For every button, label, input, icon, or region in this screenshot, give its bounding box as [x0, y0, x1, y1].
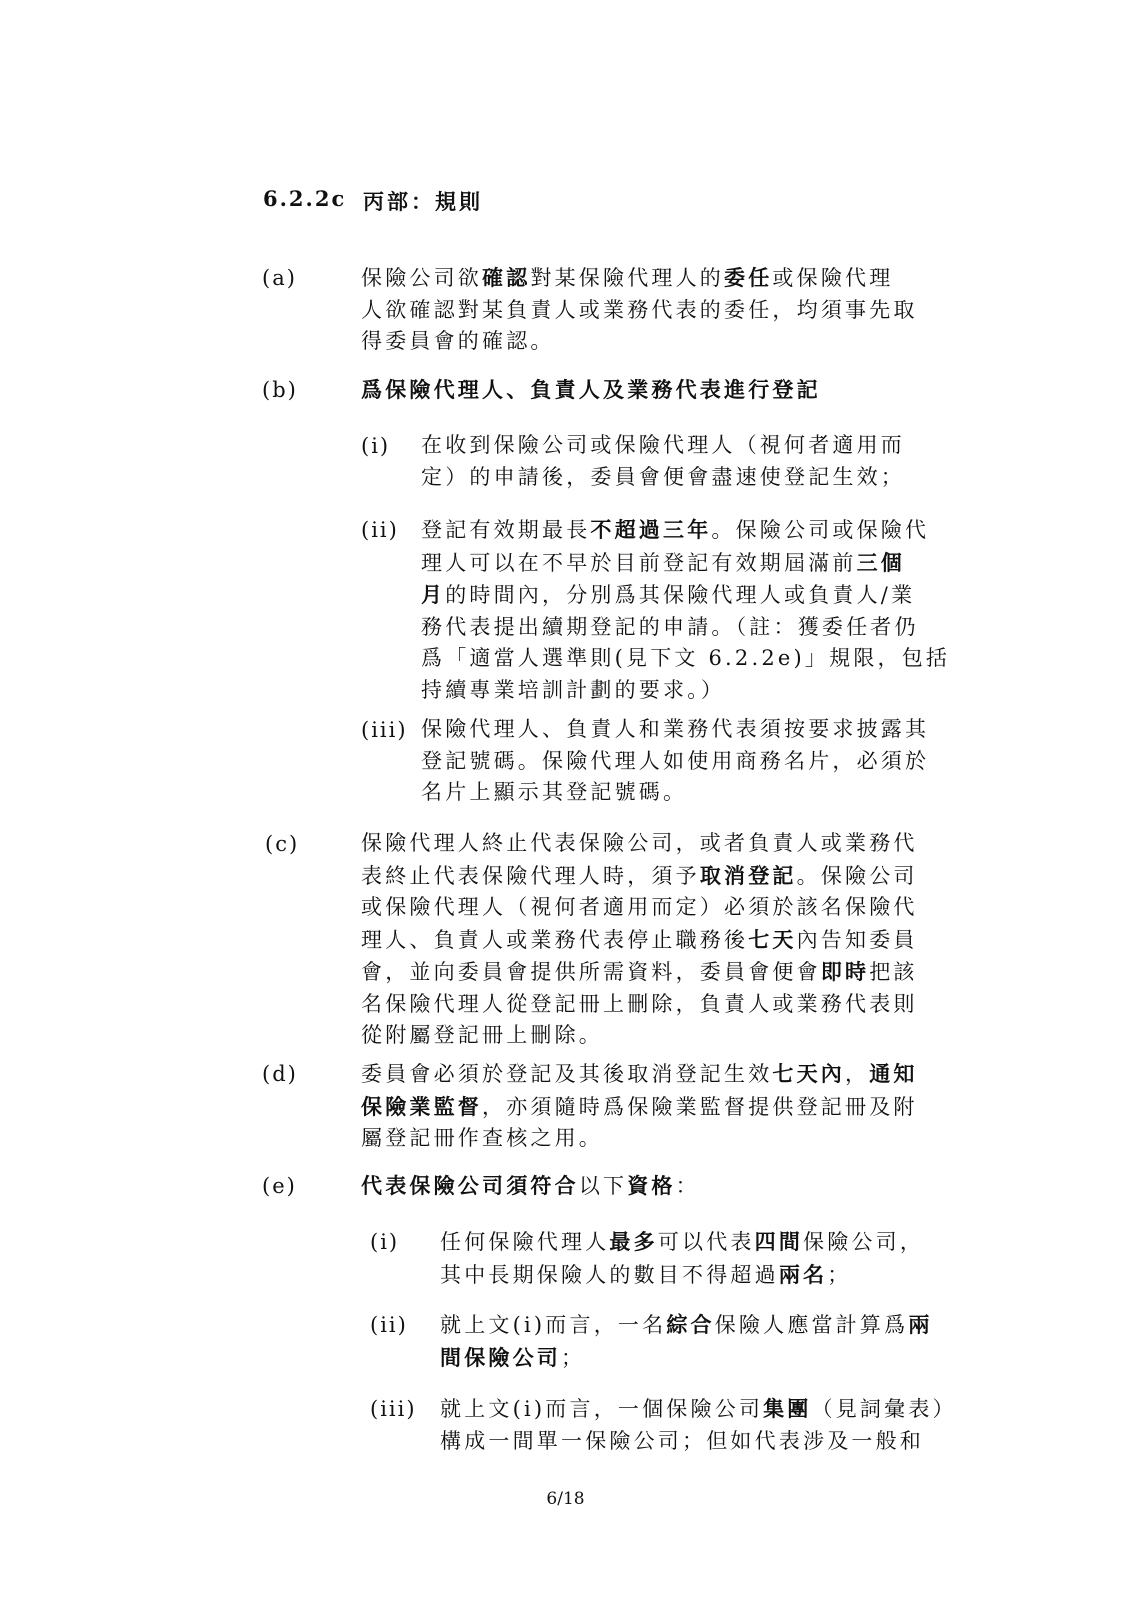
text-line: 在收到保險公司或保險代理人（視何者適用而	[421, 433, 905, 457]
clause-label: (a)	[262, 266, 297, 290]
subclause-text	[440, 1226, 924, 1291]
text-line: 構成一間單一保險公司；但如代表涉及一般和	[440, 1428, 924, 1453]
text-line: 保險業監督，亦須隨時爲保險業監督提供登記冊及附	[361, 1093, 918, 1119]
text-line: 從附屬登記冊上刪除。	[361, 1023, 603, 1047]
text-line: 保險代理人終止代表保險公司，或者負責人或業務代	[361, 831, 918, 855]
clause-text	[361, 1170, 700, 1203]
subclause-label: (iii)	[370, 1397, 417, 1421]
text-line: 保險代理人、負責人和業務代表須按要求披露其	[421, 717, 930, 741]
text-line: 爲保險代理人、負責人及業務代表進行登記	[361, 377, 821, 402]
text-line: 名保險代理人從登記冊上刪除，負責人或業務代表則	[361, 991, 918, 1016]
text-line: 任何保險代理人最多可以代表四間保險公司，	[440, 1229, 925, 1254]
text-line: 就上文(i)而言，一個保險公司集團（見詞彙表）	[440, 1396, 957, 1421]
subclause-label: (ii)	[361, 518, 399, 542]
clause-text	[361, 374, 821, 407]
text-line: 名片上顯示其登記號碼。	[421, 780, 688, 804]
section-heading	[263, 186, 483, 214]
text-line: 或保險代理人（視何者適用而定）必須於該名保險代	[361, 895, 918, 919]
text-line: 得委員會的確認。	[361, 329, 555, 353]
subclause-text	[421, 714, 929, 809]
page-number: 6/18	[546, 1489, 585, 1509]
text-line: 就上文(i)而言，一名綜合保險人應當計算爲兩	[440, 1312, 933, 1337]
text-line: 爲「適當人選準則(見下文 6.2.2e)」規限，包括	[421, 646, 951, 670]
subclause-label: (i)	[370, 1230, 400, 1254]
text-line: 保險公司欲確認對某保險代理人的委任或保險代理	[361, 265, 894, 290]
text-line: 表終止代表保險代理人時，須予取消登記。保險公司	[361, 862, 918, 888]
subclause-text	[421, 514, 950, 706]
clause-text	[361, 262, 918, 358]
section-title: 丙部：規則	[363, 189, 483, 214]
section-number: 6.2.2c	[263, 186, 347, 211]
subclause-text	[421, 430, 905, 493]
clause-text	[361, 1058, 918, 1155]
text-line: 務代表提出續期登記的申請。（註：獲委任者仍	[421, 614, 919, 639]
clause-label: (e)	[262, 1174, 297, 1198]
text-line: 會，並向委員會提供所需資料，委員會便會即時把該	[361, 959, 918, 984]
subclause-text	[440, 1393, 957, 1457]
text-line: 持續專業培訓計劃的要求。）	[421, 677, 726, 702]
text-line: 理人可以在不早於目前登記有效期屆滿前三個	[421, 549, 906, 575]
text-line: 人欲確認對某負責人或業務代表的委任，均須事先取	[361, 297, 918, 322]
subclause-label: (ii)	[370, 1313, 408, 1337]
clause-label: (b)	[262, 378, 298, 402]
text-line: 登記號碼。保險代理人如使用商務名片，必須於	[421, 748, 930, 773]
text-line: 間保險公司；	[440, 1344, 586, 1370]
text-line: 屬登記冊作查核之用。	[361, 1126, 603, 1150]
text-line: 委員會必須於登記及其後取消登記生效七天內，通知	[361, 1061, 918, 1086]
subclause-label: (i)	[361, 434, 391, 458]
text-line: 登記有效期最長不超過三年。保險公司或保險代	[421, 517, 930, 542]
text-line: 理人、負責人或業務代表停止職務後七天內告知委員	[361, 926, 918, 952]
subclause-text	[440, 1309, 933, 1374]
text-line: 月的時間內，分別爲其保險代理人或負責人/業	[421, 582, 916, 607]
clause-label: (d)	[262, 1062, 298, 1086]
subclause-label: (iii)	[361, 718, 408, 742]
clause-label: (c)	[265, 832, 300, 856]
text-line: 其中長期保險人的數目不得超過兩名；	[440, 1261, 852, 1287]
clause-text	[361, 828, 918, 1052]
text-line: 定）的申請後，委員會便會盡速使登記生效；	[421, 464, 905, 489]
text-line: 代表保險公司須符合以下資格：	[361, 1173, 700, 1198]
